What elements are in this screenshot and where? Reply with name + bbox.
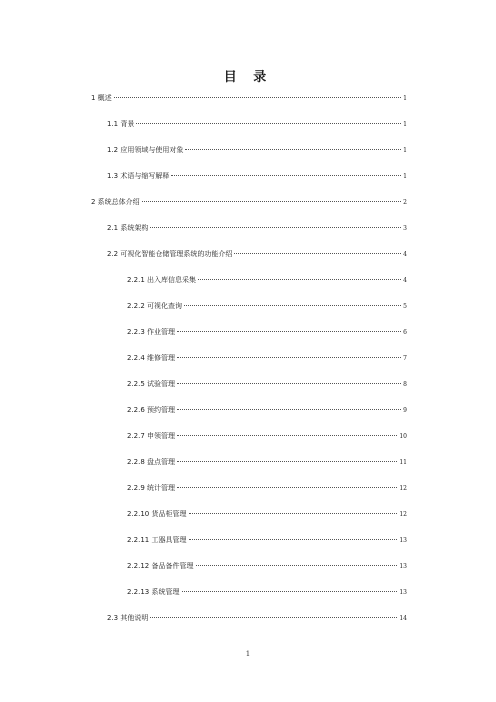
toc-entry[interactable] — [127, 534, 407, 546]
toc-entry-text: 2.2.11 工器具管理 — [127, 536, 187, 544]
toc-entry[interactable] — [107, 144, 407, 156]
toc-page-number: 13 — [399, 537, 407, 544]
toc-entry-text: 2.2.2 可视化查询 — [127, 302, 183, 310]
toc-leader — [177, 383, 401, 384]
toc-entry[interactable] — [127, 300, 407, 312]
toc-page-number: 6 — [403, 329, 407, 336]
toc-entry[interactable] — [127, 404, 407, 416]
toc-entry[interactable] — [127, 586, 407, 598]
toc-leader — [114, 97, 401, 98]
toc-page-number: 11 — [399, 459, 407, 466]
toc-entry-text: 2.3 其他说明 — [107, 614, 149, 622]
toc-entry[interactable] — [91, 196, 407, 208]
toc-entry-text: 2.2.13 系统管理 — [127, 588, 180, 596]
toc-entry-text: 2.2 可视化智能仓储管理系统的功能介绍 — [107, 250, 233, 258]
toc-page-number: 1 — [403, 147, 407, 154]
toc-title: 目 录 — [223, 70, 273, 85]
toc-entry[interactable] — [107, 170, 407, 182]
toc-page-number: 4 — [403, 251, 407, 258]
toc-leader — [177, 331, 401, 332]
toc-entry-text: 2.2.3 作业管理 — [127, 328, 176, 336]
toc-entry[interactable] — [127, 326, 407, 338]
toc-entry[interactable] — [127, 508, 407, 520]
toc-leader — [171, 175, 401, 176]
toc-entry-text: 1.2 应用领域与使用对象 — [107, 146, 184, 154]
toc-leader — [136, 123, 401, 124]
toc-leader — [189, 539, 398, 540]
toc-leader — [196, 565, 398, 566]
toc-leader — [150, 227, 401, 228]
toc-entry[interactable] — [127, 274, 407, 286]
toc-entry-text: 1.1 背景 — [107, 120, 135, 128]
toc-leader — [177, 357, 401, 358]
toc-page-number: 12 — [399, 485, 407, 492]
toc-entry[interactable] — [107, 612, 407, 624]
toc-page-number: 14 — [399, 615, 407, 622]
toc-entry[interactable] — [107, 118, 407, 130]
toc-entry-text: 2.2.8 盘点管理 — [127, 458, 176, 466]
toc-page-number: 4 — [403, 277, 407, 284]
toc-page-number: 1 — [403, 173, 407, 180]
toc-leader — [177, 461, 397, 462]
toc-entry-text: 1.3 术语与缩写解释 — [107, 172, 170, 180]
toc-entry-text: 2 系统总体介绍 — [91, 198, 140, 206]
toc-page-number: 1 — [403, 95, 407, 102]
toc-page-number: 7 — [403, 355, 407, 362]
toc-page-number: 8 — [403, 381, 407, 388]
toc-entry[interactable] — [107, 248, 407, 260]
toc-entry[interactable] — [127, 430, 407, 442]
toc-page-number: 13 — [399, 589, 407, 596]
toc-entry[interactable] — [127, 378, 407, 390]
toc-entry-text: 2.2.5 试验管理 — [127, 380, 176, 388]
toc-entry-text: 2.2.1 出入库信息采集 — [127, 276, 197, 284]
footer-page-number: 1 — [245, 650, 251, 658]
toc-entry[interactable] — [107, 222, 407, 234]
toc-page-number: 9 — [403, 407, 407, 414]
toc-entry[interactable] — [91, 92, 407, 104]
toc-leader — [177, 409, 401, 410]
toc-leader — [198, 279, 401, 280]
toc-entry-text: 2.2.10 货品柜管理 — [127, 510, 187, 518]
toc-leader — [177, 435, 397, 436]
toc-entry-text: 2.2.7 申领管理 — [127, 432, 176, 440]
toc-page-number: 12 — [399, 511, 407, 518]
toc-page-number: 10 — [399, 433, 407, 440]
toc-leader — [150, 617, 397, 618]
toc-page-number: 1 — [403, 121, 407, 128]
toc-leader — [177, 487, 397, 488]
toc-leader — [189, 513, 398, 514]
toc-leader — [182, 591, 398, 592]
toc-leader — [234, 253, 401, 254]
toc-entry-text: 2.1 系统架构 — [107, 224, 149, 232]
toc-entry[interactable] — [127, 456, 407, 468]
toc-leader — [184, 305, 401, 306]
toc-page-number: 2 — [403, 199, 407, 206]
toc-entry[interactable] — [127, 560, 407, 572]
toc-leader — [185, 149, 401, 150]
toc-entry-text: 2.2.6 预约管理 — [127, 406, 176, 414]
toc-page-number: 3 — [403, 225, 407, 232]
toc-leader — [142, 201, 401, 202]
toc-page-number: 5 — [403, 303, 407, 310]
toc-page-number: 13 — [399, 563, 407, 570]
toc-entry-text: 2.2.12 备品备件管理 — [127, 562, 194, 570]
toc-entry-text: 2.2.4 维修管理 — [127, 354, 176, 362]
toc-entry-text: 1 概述 — [91, 94, 112, 102]
toc-entry[interactable] — [127, 482, 407, 494]
toc-entry[interactable] — [127, 352, 407, 364]
toc-entry-text: 2.2.9 统计管理 — [127, 484, 176, 492]
